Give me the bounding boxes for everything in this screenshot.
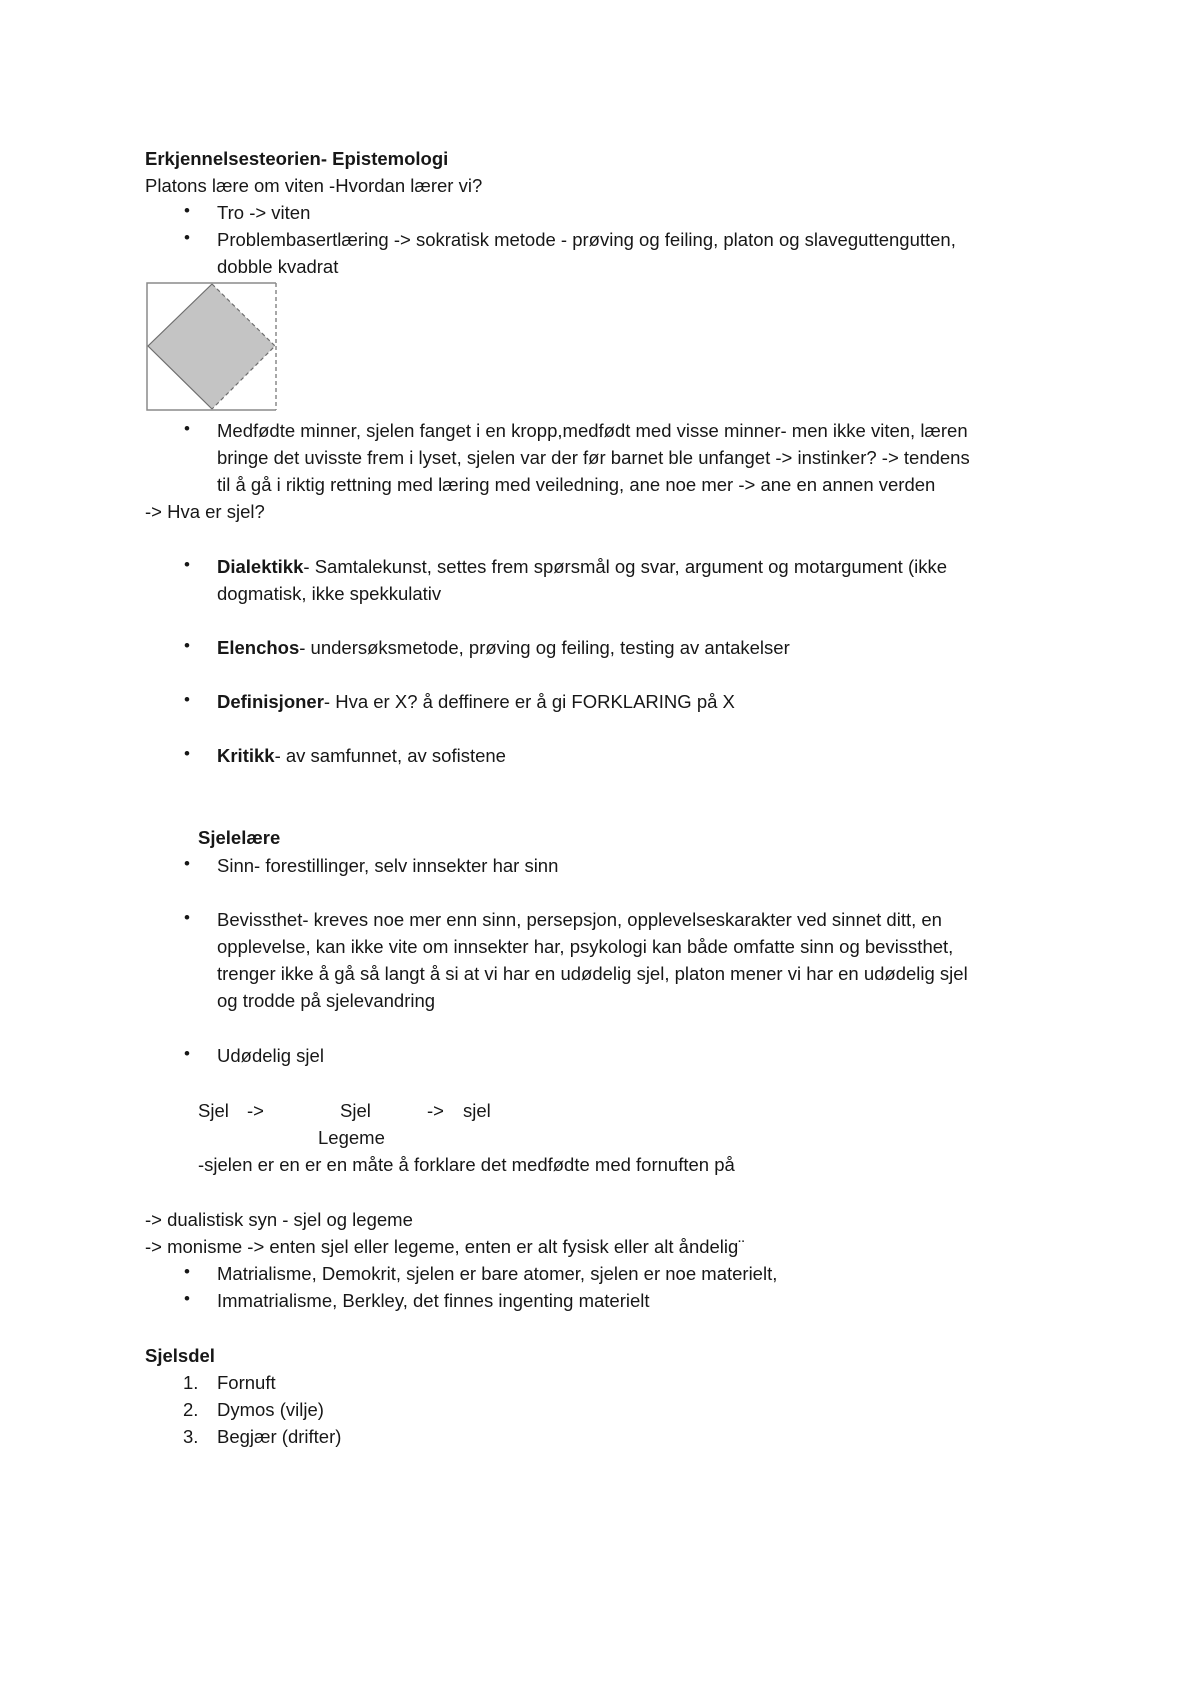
bullet-marker: • <box>184 636 190 655</box>
definisjoner-text: - Hva er X? å deffinere er å gi FORKLARING på X <box>323 691 735 712</box>
bullet-matrialisme: Matrialisme, Demokrit, sjelen er bare atomer, sjelen er noe materielt, <box>217 1263 778 1284</box>
bullet-bevissthet-line-1: Bevissthet- kreves noe mer enn sinn, persepsjon, opplevelseskarakter ved sinnet ditt, en <box>217 909 942 930</box>
dualism-line: -> dualistisk syn - sjel og legeme <box>145 1209 413 1230</box>
doubled-square-figure <box>146 282 277 411</box>
bullet-tro: Tro -> viten <box>217 202 311 223</box>
list-number: 3. <box>183 1426 199 1447</box>
page-title: Erkjennelsesteorien- Epistemologi <box>145 148 449 169</box>
list-item-dymos: Dymos (vilje) <box>217 1399 324 1420</box>
schema-sjel-1: Sjel <box>198 1100 229 1121</box>
schema-arrow-2: -> <box>427 1100 444 1121</box>
bullet-marker: • <box>184 1262 190 1281</box>
list-number: 1. <box>183 1372 199 1393</box>
bullet-medfodte-line-1: Medfødte minner, sjelen fanget i en kropp,medfødt med visse minner- men ikke viten, læren <box>217 420 968 441</box>
bullet-marker: • <box>184 908 190 927</box>
kritikk-text: - av samfunnet, av sofistene <box>274 745 506 766</box>
intro-line: Platons lære om viten -Hvordan lærer vi? <box>145 175 483 196</box>
bullet-marker: • <box>184 1044 190 1063</box>
bullet-sinn: Sinn- forestillinger, selv innsekter har sinn <box>217 855 559 876</box>
bullet-bevissthet-line-2: opplevelse, kan ikke vite om innsekter har, psykologi kan både omfatte sinn og bevissthet, <box>217 936 954 957</box>
term-definisjoner: Definisjoner <box>217 691 324 712</box>
schema-sjel-3: sjel <box>463 1100 491 1121</box>
elenchos-text: - undersøksmetode, prøving og feiling, testing av antakelser <box>299 637 790 658</box>
list-number: 2. <box>183 1399 199 1420</box>
bullet-bevissthet-line-4: og trodde på sjelevandring <box>217 990 436 1011</box>
term-elenchos: Elenchos <box>217 637 300 658</box>
question-line: -> Hva er sjel? <box>145 501 265 522</box>
bullet-bevissthet-line-3: trenger ikke å gå så langt å si at vi har en udødelig sjel, platon mener vi har en udødelig sjel <box>217 963 968 984</box>
bullet-marker: • <box>184 228 190 247</box>
dialektikk-text: - Samtalekunst, settes frem spørsmål og svar, argument og motargument (ikke <box>303 556 948 577</box>
bullet-elenchos <box>217 634 790 661</box>
list-item-fornuft: Fornuft <box>217 1372 276 1393</box>
section-heading-sjelsdel: Sjelsdel <box>145 1345 215 1366</box>
schema-arrow-1: -> <box>247 1100 264 1121</box>
list-item-begjaer: Begjær (drifter) <box>217 1426 342 1447</box>
bullet-marker: • <box>184 555 190 574</box>
schema-sjel-2: Sjel <box>340 1100 371 1121</box>
bullet-udodelig: Udødelig sjel <box>217 1045 324 1066</box>
bullet-marker: • <box>184 854 190 873</box>
section-heading-sjelelaere: Sjelelære <box>198 827 281 848</box>
bullet-kritikk <box>217 742 506 769</box>
bullet-marker: • <box>184 419 190 438</box>
bullet-marker: • <box>184 201 190 220</box>
term-dialektikk: Dialektikk <box>217 556 304 577</box>
term-kritikk: Kritikk <box>217 745 275 766</box>
sjel-note: -sjelen er en er en måte å forklare det medfødte med fornuften på <box>198 1154 735 1175</box>
monism-line: -> monisme -> enten sjel eller legeme, enten er alt fysisk eller alt åndelig¨ <box>145 1236 745 1257</box>
bullet-marker: • <box>184 744 190 763</box>
bullet-problem-line-1: Problembasertlæring -> sokratisk metode - prøving og feiling, platon og slaveguttengutten, <box>217 229 956 250</box>
bullet-problem-line-2: dobble kvadrat <box>217 256 339 277</box>
bullet-immatrialisme: Immatrialisme, Berkley, det finnes ingenting materielt <box>217 1290 650 1311</box>
schema-legeme: Legeme <box>318 1127 385 1148</box>
bullet-dialektikk-line-1 <box>217 553 947 580</box>
bullet-marker: • <box>184 690 190 709</box>
bullet-medfodte-line-3: til å gå i riktig rettning med læring med veiledning, ane noe mer -> ane en annen verden <box>217 474 936 495</box>
bullet-definisjoner <box>217 688 735 715</box>
bullet-marker: • <box>184 1289 190 1308</box>
bullet-dialektikk-line-2: dogmatisk, ikke spekkulativ <box>217 583 442 604</box>
bullet-medfodte-line-2: bringe det uvisste frem i lyset, sjelen var der før barnet ble unfanget -> instinker? -> tendens <box>217 447 970 468</box>
